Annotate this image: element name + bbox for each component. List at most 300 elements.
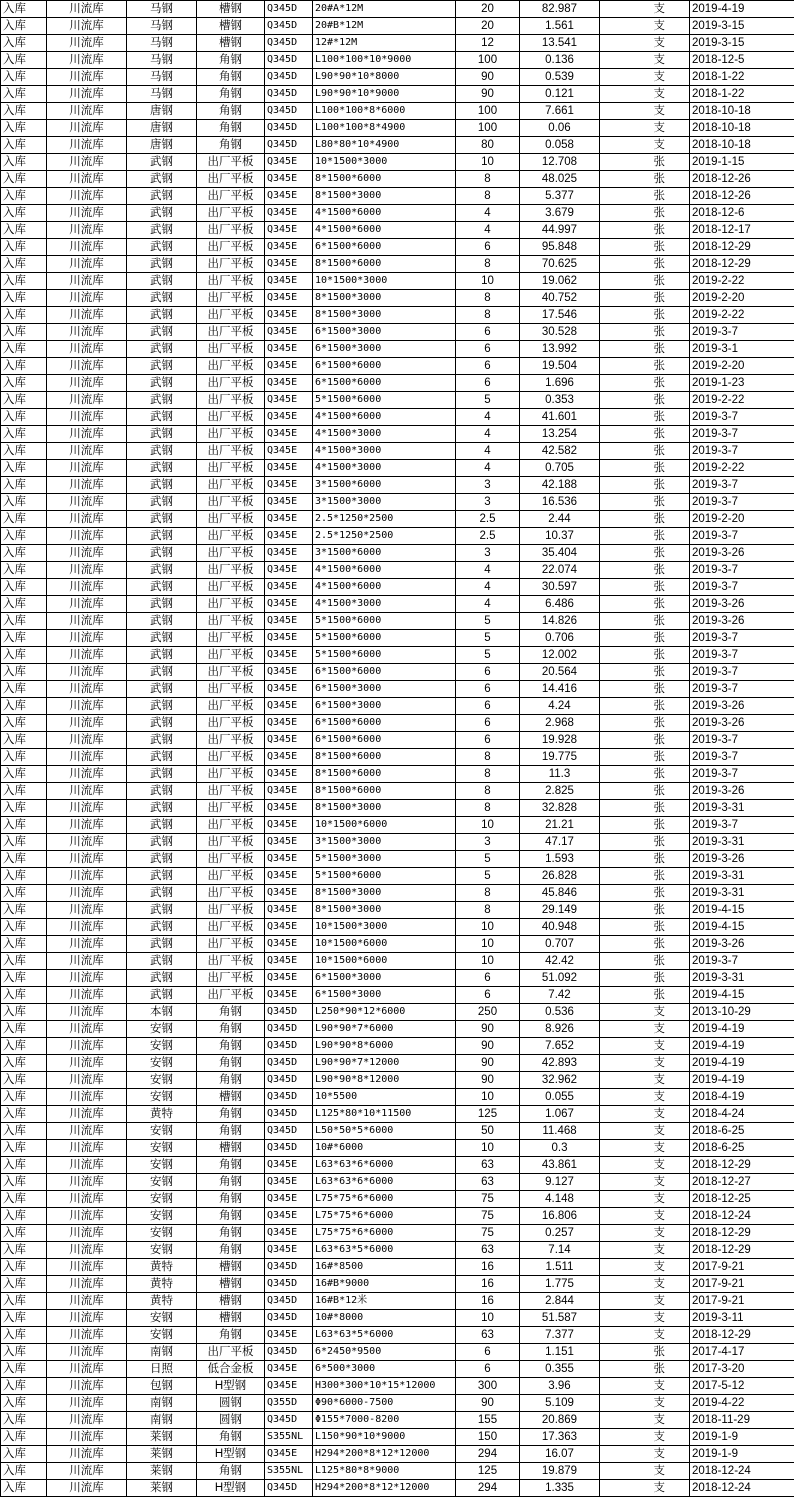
warehouse-cell: 川流库 bbox=[47, 596, 127, 613]
warehouse-cell: 川流库 bbox=[47, 800, 127, 817]
grade-cell: Q345E bbox=[265, 596, 313, 613]
grade-cell: Q345D bbox=[265, 1310, 313, 1327]
product-cell: 出厂平板 bbox=[197, 885, 265, 902]
unit-cell: 支 bbox=[600, 1038, 690, 1055]
warehouse-cell: 川流库 bbox=[47, 1378, 127, 1395]
table-row bbox=[1, 460, 794, 477]
product-cell: 出厂平板 bbox=[197, 460, 265, 477]
warehouse-cell: 川流库 bbox=[47, 681, 127, 698]
grade-cell: Q345E bbox=[265, 324, 313, 341]
mill-cell: 武钢 bbox=[127, 273, 197, 290]
thickness-cell: 16 bbox=[456, 1276, 520, 1293]
table-row bbox=[1, 766, 794, 783]
grade-cell: Q345E bbox=[265, 188, 313, 205]
table-row bbox=[1, 1276, 794, 1293]
warehouse-cell: 川流库 bbox=[47, 1021, 127, 1038]
type-cell: 入库 bbox=[1, 817, 47, 834]
date-cell: 2017-9-21 bbox=[690, 1276, 794, 1293]
table-row bbox=[1, 1072, 794, 1089]
thickness-cell: 8 bbox=[456, 171, 520, 188]
warehouse-cell: 川流库 bbox=[47, 851, 127, 868]
unit-cell: 支 bbox=[600, 1004, 690, 1021]
weight-cell: 2.825 bbox=[520, 783, 600, 800]
date-cell: 2018-1-22 bbox=[690, 69, 794, 86]
product-cell: 出厂平板 bbox=[197, 698, 265, 715]
date-cell: 2017-5-12 bbox=[690, 1378, 794, 1395]
spec-cell: 8*1500*6000 bbox=[313, 256, 456, 273]
spec-cell: 10*5500 bbox=[313, 1089, 456, 1106]
unit-cell: 支 bbox=[600, 137, 690, 154]
product-cell: 出厂平板 bbox=[197, 528, 265, 545]
grade-cell: Q345D bbox=[265, 1293, 313, 1310]
spec-cell: 6*1500*6000 bbox=[313, 375, 456, 392]
thickness-cell: 80 bbox=[456, 137, 520, 154]
product-cell: 槽钢 bbox=[197, 1089, 265, 1106]
product-cell: 角钢 bbox=[197, 1463, 265, 1480]
mill-cell: 武钢 bbox=[127, 868, 197, 885]
unit-cell: 张 bbox=[600, 664, 690, 681]
mill-cell: 武钢 bbox=[127, 460, 197, 477]
type-cell: 入库 bbox=[1, 647, 47, 664]
product-cell: 槽钢 bbox=[197, 18, 265, 35]
product-cell: 出厂平板 bbox=[197, 511, 265, 528]
spec-cell: 20#A*12M bbox=[313, 1, 456, 18]
type-cell: 入库 bbox=[1, 239, 47, 256]
table-row bbox=[1, 1446, 794, 1463]
product-cell: 出厂平板 bbox=[197, 732, 265, 749]
grade-cell: Q345D bbox=[265, 1038, 313, 1055]
warehouse-cell: 川流库 bbox=[47, 375, 127, 392]
type-cell: 入库 bbox=[1, 1242, 47, 1259]
mill-cell: 武钢 bbox=[127, 562, 197, 579]
weight-cell: 44.997 bbox=[520, 222, 600, 239]
spec-cell: 10#*6000 bbox=[313, 1140, 456, 1157]
type-cell: 入库 bbox=[1, 902, 47, 919]
type-cell: 入库 bbox=[1, 1191, 47, 1208]
spec-cell: H300*300*10*15*12000 bbox=[313, 1378, 456, 1395]
table-row bbox=[1, 1395, 794, 1412]
spec-cell: L90*90*7*6000 bbox=[313, 1021, 456, 1038]
warehouse-cell: 川流库 bbox=[47, 630, 127, 647]
warehouse-cell: 川流库 bbox=[47, 426, 127, 443]
product-cell: 角钢 bbox=[197, 1004, 265, 1021]
weight-cell: 1.335 bbox=[520, 1480, 600, 1497]
type-cell: 入库 bbox=[1, 290, 47, 307]
mill-cell: 武钢 bbox=[127, 834, 197, 851]
weight-cell: 0.536 bbox=[520, 1004, 600, 1021]
grade-cell: Q345D bbox=[265, 35, 313, 52]
grade-cell: Q345E bbox=[265, 273, 313, 290]
spec-cell: L50*50*5*6000 bbox=[313, 1123, 456, 1140]
unit-cell: 支 bbox=[600, 1395, 690, 1412]
type-cell: 入库 bbox=[1, 1055, 47, 1072]
mill-cell: 唐钢 bbox=[127, 137, 197, 154]
grade-cell: Q345E bbox=[265, 426, 313, 443]
type-cell: 入库 bbox=[1, 1, 47, 18]
mill-cell: 安钢 bbox=[127, 1327, 197, 1344]
mill-cell: 安钢 bbox=[127, 1157, 197, 1174]
weight-cell: 0.539 bbox=[520, 69, 600, 86]
weight-cell: 82.987 bbox=[520, 1, 600, 18]
grade-cell: Q345D bbox=[265, 1089, 313, 1106]
unit-cell: 支 bbox=[600, 1259, 690, 1276]
table-row bbox=[1, 1463, 794, 1480]
table-row bbox=[1, 953, 794, 970]
date-cell: 2019-2-22 bbox=[690, 392, 794, 409]
type-cell: 入库 bbox=[1, 460, 47, 477]
unit-cell: 支 bbox=[600, 1327, 690, 1344]
type-cell: 入库 bbox=[1, 1480, 47, 1497]
mill-cell: 武钢 bbox=[127, 613, 197, 630]
product-cell: 出厂平板 bbox=[197, 273, 265, 290]
type-cell: 入库 bbox=[1, 528, 47, 545]
product-cell: 出厂平板 bbox=[197, 477, 265, 494]
thickness-cell: 12 bbox=[456, 35, 520, 52]
date-cell: 2019-3-7 bbox=[690, 426, 794, 443]
thickness-cell: 294 bbox=[456, 1446, 520, 1463]
date-cell: 2019-3-1 bbox=[690, 341, 794, 358]
grade-cell: Q345E bbox=[265, 1361, 313, 1378]
date-cell: 2019-2-22 bbox=[690, 307, 794, 324]
mill-cell: 武钢 bbox=[127, 919, 197, 936]
mill-cell: 莱钢 bbox=[127, 1446, 197, 1463]
weight-cell: 13.541 bbox=[520, 35, 600, 52]
type-cell: 入库 bbox=[1, 1446, 47, 1463]
type-cell: 入库 bbox=[1, 1259, 47, 1276]
weight-cell: 0.706 bbox=[520, 630, 600, 647]
unit-cell: 张 bbox=[600, 375, 690, 392]
unit-cell: 支 bbox=[600, 69, 690, 86]
thickness-cell: 90 bbox=[456, 86, 520, 103]
type-cell: 入库 bbox=[1, 375, 47, 392]
mill-cell: 武钢 bbox=[127, 970, 197, 987]
unit-cell: 张 bbox=[600, 511, 690, 528]
warehouse-cell: 川流库 bbox=[47, 1, 127, 18]
table-row bbox=[1, 1089, 794, 1106]
unit-cell: 支 bbox=[600, 1480, 690, 1497]
spec-cell: H294*200*8*12*12000 bbox=[313, 1446, 456, 1463]
thickness-cell: 6 bbox=[456, 358, 520, 375]
date-cell: 2013-10-29 bbox=[690, 1004, 794, 1021]
mill-cell: 武钢 bbox=[127, 239, 197, 256]
spec-cell: 4*1500*3000 bbox=[313, 426, 456, 443]
weight-cell: 22.074 bbox=[520, 562, 600, 579]
weight-cell: 3.679 bbox=[520, 205, 600, 222]
spec-cell: 10*1500*6000 bbox=[313, 817, 456, 834]
weight-cell: 41.601 bbox=[520, 409, 600, 426]
date-cell: 2019-2-20 bbox=[690, 290, 794, 307]
spec-cell: 5*1500*6000 bbox=[313, 613, 456, 630]
mill-cell: 马钢 bbox=[127, 52, 197, 69]
type-cell: 入库 bbox=[1, 154, 47, 171]
date-cell: 2019-3-26 bbox=[690, 783, 794, 800]
table-row bbox=[1, 1055, 794, 1072]
thickness-cell: 155 bbox=[456, 1412, 520, 1429]
warehouse-cell: 川流库 bbox=[47, 613, 127, 630]
warehouse-cell: 川流库 bbox=[47, 341, 127, 358]
unit-cell: 张 bbox=[600, 936, 690, 953]
grade-cell: Q345D bbox=[265, 1106, 313, 1123]
spec-cell: 3*1500*6000 bbox=[313, 477, 456, 494]
unit-cell: 支 bbox=[600, 1310, 690, 1327]
thickness-cell: 4 bbox=[456, 409, 520, 426]
date-cell: 2019-3-7 bbox=[690, 766, 794, 783]
table-row bbox=[1, 171, 794, 188]
product-cell: 出厂平板 bbox=[197, 783, 265, 800]
grade-cell: Q345E bbox=[265, 256, 313, 273]
product-cell: 出厂平板 bbox=[197, 970, 265, 987]
spec-cell: L90*90*10*9000 bbox=[313, 86, 456, 103]
thickness-cell: 8 bbox=[456, 188, 520, 205]
weight-cell: 0.3 bbox=[520, 1140, 600, 1157]
mill-cell: 武钢 bbox=[127, 698, 197, 715]
type-cell: 入库 bbox=[1, 1293, 47, 1310]
grade-cell: Q345E bbox=[265, 919, 313, 936]
product-cell: 角钢 bbox=[197, 1038, 265, 1055]
weight-cell: 16.07 bbox=[520, 1446, 600, 1463]
unit-cell: 张 bbox=[600, 817, 690, 834]
weight-cell: 2.44 bbox=[520, 511, 600, 528]
type-cell: 入库 bbox=[1, 171, 47, 188]
weight-cell: 32.828 bbox=[520, 800, 600, 817]
warehouse-cell: 川流库 bbox=[47, 494, 127, 511]
weight-cell: 0.058 bbox=[520, 137, 600, 154]
type-cell: 入库 bbox=[1, 545, 47, 562]
weight-cell: 70.625 bbox=[520, 256, 600, 273]
unit-cell: 张 bbox=[600, 222, 690, 239]
table-row bbox=[1, 239, 794, 256]
grade-cell: Q345E bbox=[265, 460, 313, 477]
thickness-cell: 4 bbox=[456, 596, 520, 613]
warehouse-cell: 川流库 bbox=[47, 1276, 127, 1293]
unit-cell: 张 bbox=[600, 885, 690, 902]
product-cell: 槽钢 bbox=[197, 1293, 265, 1310]
warehouse-cell: 川流库 bbox=[47, 1463, 127, 1480]
weight-cell: 17.546 bbox=[520, 307, 600, 324]
product-cell: 角钢 bbox=[197, 1174, 265, 1191]
date-cell: 2019-3-11 bbox=[690, 1310, 794, 1327]
mill-cell: 莱钢 bbox=[127, 1429, 197, 1446]
spec-cell: 6*1500*3000 bbox=[313, 324, 456, 341]
unit-cell: 张 bbox=[600, 426, 690, 443]
spec-cell: 10*1500*6000 bbox=[313, 936, 456, 953]
unit-cell: 支 bbox=[600, 1021, 690, 1038]
product-cell: 槽钢 bbox=[197, 1140, 265, 1157]
warehouse-cell: 川流库 bbox=[47, 1310, 127, 1327]
type-cell: 入库 bbox=[1, 1378, 47, 1395]
unit-cell: 张 bbox=[600, 341, 690, 358]
product-cell: 出厂平板 bbox=[197, 868, 265, 885]
table-row bbox=[1, 35, 794, 52]
spec-cell: 4*1500*6000 bbox=[313, 409, 456, 426]
mill-cell: 武钢 bbox=[127, 579, 197, 596]
mill-cell: 武钢 bbox=[127, 256, 197, 273]
spec-cell: 4*1500*6000 bbox=[313, 579, 456, 596]
product-cell: 出厂平板 bbox=[197, 647, 265, 664]
date-cell: 2019-1-9 bbox=[690, 1429, 794, 1446]
type-cell: 入库 bbox=[1, 409, 47, 426]
weight-cell: 5.377 bbox=[520, 188, 600, 205]
weight-cell: 11.468 bbox=[520, 1123, 600, 1140]
spec-cell: L250*90*12*6000 bbox=[313, 1004, 456, 1021]
spec-cell: 3*1500*3000 bbox=[313, 494, 456, 511]
table-row bbox=[1, 630, 794, 647]
grade-cell: Q345E bbox=[265, 613, 313, 630]
unit-cell: 支 bbox=[600, 1225, 690, 1242]
weight-cell: 11.3 bbox=[520, 766, 600, 783]
date-cell: 2018-12-29 bbox=[690, 239, 794, 256]
unit-cell: 张 bbox=[600, 307, 690, 324]
type-cell: 入库 bbox=[1, 222, 47, 239]
type-cell: 入库 bbox=[1, 1276, 47, 1293]
type-cell: 入库 bbox=[1, 953, 47, 970]
unit-cell: 张 bbox=[600, 613, 690, 630]
mill-cell: 武钢 bbox=[127, 817, 197, 834]
product-cell: 出厂平板 bbox=[197, 222, 265, 239]
unit-cell: 张 bbox=[600, 443, 690, 460]
type-cell: 入库 bbox=[1, 1310, 47, 1327]
spec-cell: 4*1500*3000 bbox=[313, 460, 456, 477]
spec-cell: L100*100*10*9000 bbox=[313, 52, 456, 69]
weight-cell: 1.775 bbox=[520, 1276, 600, 1293]
spec-cell: L63*63*5*6000 bbox=[313, 1327, 456, 1344]
date-cell: 2019-2-20 bbox=[690, 511, 794, 528]
spec-cell: 8*1500*3000 bbox=[313, 902, 456, 919]
date-cell: 2019-1-9 bbox=[690, 1446, 794, 1463]
weight-cell: 1.593 bbox=[520, 851, 600, 868]
unit-cell: 张 bbox=[600, 902, 690, 919]
weight-cell: 19.775 bbox=[520, 749, 600, 766]
weight-cell: 9.127 bbox=[520, 1174, 600, 1191]
type-cell: 入库 bbox=[1, 596, 47, 613]
unit-cell: 张 bbox=[600, 205, 690, 222]
thickness-cell: 8 bbox=[456, 256, 520, 273]
type-cell: 入库 bbox=[1, 715, 47, 732]
spec-cell: 6*1500*3000 bbox=[313, 698, 456, 715]
warehouse-cell: 川流库 bbox=[47, 35, 127, 52]
warehouse-cell: 川流库 bbox=[47, 1344, 127, 1361]
warehouse-cell: 川流库 bbox=[47, 1174, 127, 1191]
grade-cell: Q345E bbox=[265, 902, 313, 919]
table-row bbox=[1, 1, 794, 18]
product-cell: 出厂平板 bbox=[197, 766, 265, 783]
mill-cell: 包钢 bbox=[127, 1378, 197, 1395]
grade-cell: Q345E bbox=[265, 681, 313, 698]
spec-cell: 5*1500*6000 bbox=[313, 392, 456, 409]
date-cell: 2018-6-25 bbox=[690, 1123, 794, 1140]
spec-cell: 4*1500*6000 bbox=[313, 205, 456, 222]
thickness-cell: 4 bbox=[456, 460, 520, 477]
table-row bbox=[1, 324, 794, 341]
grade-cell: Q345E bbox=[265, 1225, 313, 1242]
type-cell: 入库 bbox=[1, 868, 47, 885]
mill-cell: 武钢 bbox=[127, 188, 197, 205]
unit-cell: 张 bbox=[600, 732, 690, 749]
spec-cell: 5*1500*6000 bbox=[313, 647, 456, 664]
spec-cell: 8*1500*3000 bbox=[313, 188, 456, 205]
date-cell: 2019-3-7 bbox=[690, 647, 794, 664]
unit-cell: 支 bbox=[600, 1072, 690, 1089]
inventory-table-body bbox=[1, 1, 794, 1497]
spec-cell: 10*1500*6000 bbox=[313, 953, 456, 970]
mill-cell: 安钢 bbox=[127, 1174, 197, 1191]
product-cell: 圆钢 bbox=[197, 1395, 265, 1412]
date-cell: 2019-3-7 bbox=[690, 630, 794, 647]
product-cell: 角钢 bbox=[197, 103, 265, 120]
date-cell: 2019-3-7 bbox=[690, 562, 794, 579]
unit-cell: 张 bbox=[600, 528, 690, 545]
spec-cell: H294*200*8*12*12000 bbox=[313, 1480, 456, 1497]
grade-cell: Q345E bbox=[265, 222, 313, 239]
type-cell: 入库 bbox=[1, 1004, 47, 1021]
thickness-cell: 250 bbox=[456, 1004, 520, 1021]
table-row bbox=[1, 290, 794, 307]
mill-cell: 武钢 bbox=[127, 800, 197, 817]
product-cell: 出厂平板 bbox=[197, 987, 265, 1004]
date-cell: 2019-4-15 bbox=[690, 987, 794, 1004]
date-cell: 2019-3-7 bbox=[690, 749, 794, 766]
product-cell: 出厂平板 bbox=[197, 290, 265, 307]
weight-cell: 0.257 bbox=[520, 1225, 600, 1242]
date-cell: 2019-3-7 bbox=[690, 664, 794, 681]
date-cell: 2017-3-20 bbox=[690, 1361, 794, 1378]
warehouse-cell: 川流库 bbox=[47, 1446, 127, 1463]
weight-cell: 1.511 bbox=[520, 1259, 600, 1276]
warehouse-cell: 川流库 bbox=[47, 358, 127, 375]
unit-cell: 张 bbox=[600, 409, 690, 426]
thickness-cell: 8 bbox=[456, 766, 520, 783]
date-cell: 2018-12-29 bbox=[690, 1225, 794, 1242]
unit-cell: 支 bbox=[600, 1242, 690, 1259]
date-cell: 2019-3-7 bbox=[690, 953, 794, 970]
product-cell: 出厂平板 bbox=[197, 936, 265, 953]
mill-cell: 武钢 bbox=[127, 511, 197, 528]
type-cell: 入库 bbox=[1, 1327, 47, 1344]
weight-cell: 7.42 bbox=[520, 987, 600, 1004]
unit-cell: 张 bbox=[600, 970, 690, 987]
grade-cell: Q345D bbox=[265, 18, 313, 35]
mill-cell: 安钢 bbox=[127, 1021, 197, 1038]
table-row bbox=[1, 579, 794, 596]
date-cell: 2018-12-6 bbox=[690, 205, 794, 222]
table-row bbox=[1, 1225, 794, 1242]
grade-cell: Q345E bbox=[265, 341, 313, 358]
type-cell: 入库 bbox=[1, 1140, 47, 1157]
table-row bbox=[1, 1310, 794, 1327]
table-row bbox=[1, 936, 794, 953]
product-cell: 出厂平板 bbox=[197, 307, 265, 324]
date-cell: 2019-3-31 bbox=[690, 800, 794, 817]
warehouse-cell: 川流库 bbox=[47, 936, 127, 953]
grade-cell: Q345D bbox=[265, 1480, 313, 1497]
date-cell: 2017-4-17 bbox=[690, 1344, 794, 1361]
weight-cell: 48.025 bbox=[520, 171, 600, 188]
mill-cell: 武钢 bbox=[127, 205, 197, 222]
unit-cell: 张 bbox=[600, 834, 690, 851]
product-cell: 出厂平板 bbox=[197, 256, 265, 273]
warehouse-cell: 川流库 bbox=[47, 1259, 127, 1276]
date-cell: 2019-3-15 bbox=[690, 35, 794, 52]
date-cell: 2019-4-19 bbox=[690, 1072, 794, 1089]
grade-cell: Q345E bbox=[265, 698, 313, 715]
weight-cell: 42.893 bbox=[520, 1055, 600, 1072]
table-row bbox=[1, 562, 794, 579]
warehouse-cell: 川流库 bbox=[47, 1106, 127, 1123]
table-row bbox=[1, 885, 794, 902]
mill-cell: 安钢 bbox=[127, 1208, 197, 1225]
product-cell: 出厂平板 bbox=[197, 749, 265, 766]
product-cell: 出厂平板 bbox=[197, 239, 265, 256]
